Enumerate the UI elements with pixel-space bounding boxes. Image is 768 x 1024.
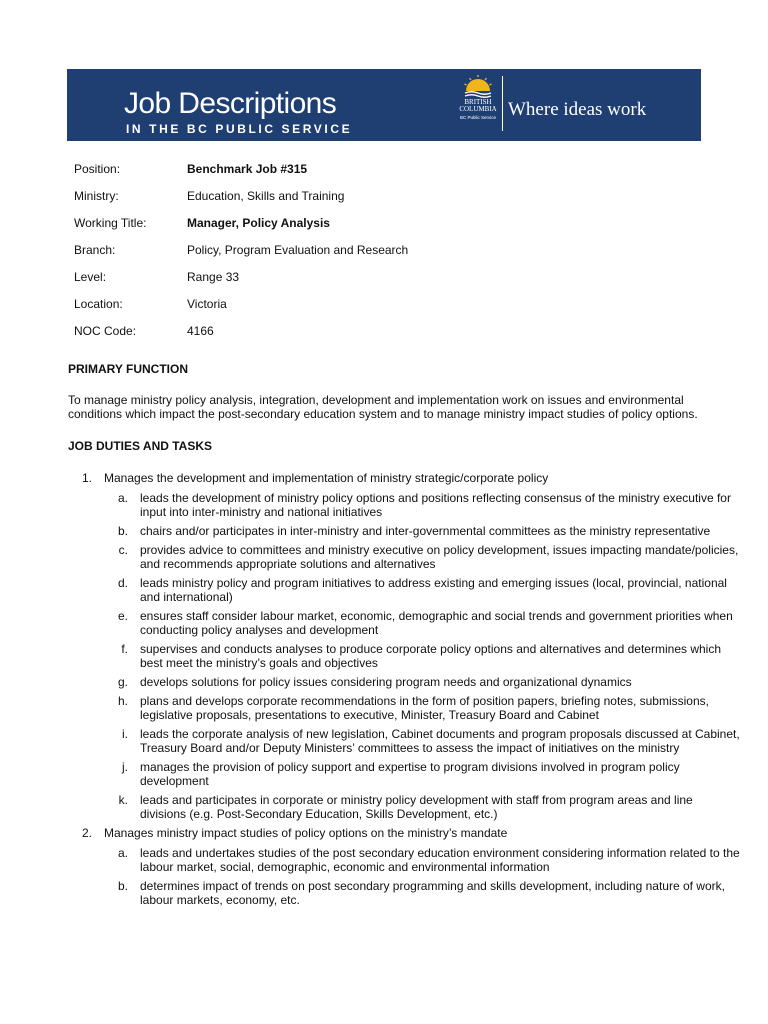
duty-item <box>68 826 740 907</box>
subtask-text: ensures staff consider labour market, economic, demographic and social trends and government priorities when conducting policy analyses and development <box>140 609 733 637</box>
subtask-letter: f. <box>121 642 128 656</box>
subtask-letter: d. <box>117 576 128 590</box>
subtask-text: plans and develops corporate recommendations in the form of position papers, briefing notes, submissions, legislative proposals, presentations to executive, Minister, Treasury Board and Cabinet <box>140 694 709 722</box>
subtask-item <box>104 524 711 538</box>
duty-text: Manages the development and implementation of ministry strategic/corporate policy <box>104 471 549 485</box>
info-value: Education, Skills and Training <box>187 189 345 203</box>
subtask-letter: i. <box>122 727 128 741</box>
subtask-letter: c. <box>118 543 128 557</box>
logo-line-british: BRITISH <box>464 98 492 106</box>
info-value: Policy, Program Evaluation and Research <box>187 243 409 257</box>
info-row-working-title <box>74 216 674 243</box>
subtask-letter: g. <box>117 675 128 689</box>
subtask-text: supervises and conducts analyses to produce corporate policy options and alternatives and determines which best meet the ministry’s goals and objectives <box>140 642 722 670</box>
subtask-text: leads the development of ministry policy options and positions reflecting consensus of the ministry executive for input into inter-ministry and national initiatives <box>140 491 731 519</box>
subtask-text: leads and undertakes studies of the post secondary education environment considering information related to the labour market, social, demographic, economic and environmental information <box>140 846 740 874</box>
info-row-ministry <box>74 189 674 216</box>
info-value: Victoria <box>187 297 227 311</box>
header-banner <box>67 69 701 141</box>
subtask-item <box>104 609 733 637</box>
duty-number: 2. <box>82 826 93 840</box>
info-label: Location: <box>74 297 123 311</box>
info-value: Range 33 <box>187 270 240 284</box>
subtask-letter: b. <box>117 524 128 538</box>
subtask-item <box>104 576 727 604</box>
subtask-item <box>104 694 708 722</box>
primary-function-text: To manage ministry policy analysis, integration, development and implementation work on issues and environmental conditions which impact the post-secondary education system and to manage ministry impact studies of policy options. <box>68 393 698 421</box>
subtask-text: determines impact of trends on post secondary programming and skills development, including nature of work, labour markets, economy, etc. <box>140 879 725 907</box>
bc-logo-text <box>456 99 500 113</box>
info-label: NOC Code: <box>74 324 137 338</box>
subtask-item <box>104 879 725 907</box>
subtask-item <box>104 846 740 874</box>
info-row-branch <box>74 243 674 270</box>
duties-heading: JOB DUTIES AND TASKS <box>68 439 213 453</box>
subtask-letter: e. <box>117 609 128 623</box>
subtask-text: provides advice to committees and ministry executive on policy development, issues impacting mandate/policies, and recommends appropriate solutions and alternatives <box>140 543 739 571</box>
tagline: Where ideas work <box>508 99 647 120</box>
subtask-item <box>104 727 740 755</box>
subtask-item <box>104 760 708 788</box>
subtask-letter: a. <box>117 491 128 505</box>
subtask-item <box>104 675 708 689</box>
subtask-item <box>104 642 722 670</box>
primary-function-heading: PRIMARY FUNCTION <box>68 362 188 376</box>
subtask-text: leads and participates in corporate or ministry policy development with staff from program areas and line divisions (e.g. Post-Secondary Education, Skills Development, etc.) <box>140 793 693 821</box>
job-info-list <box>74 162 674 351</box>
subtask-letter: k. <box>118 793 128 807</box>
sun-logo-icon <box>463 75 493 99</box>
bc-logo <box>456 75 500 135</box>
subtask-item <box>104 491 731 519</box>
subtask-letter: a. <box>117 846 128 860</box>
duty-number: 1. <box>82 471 93 485</box>
subtask-text: develops solutions for policy issues considering program needs and organizational dynamics <box>140 675 632 689</box>
duty-text: Manages ministry impact studies of policy options on the ministry’s mandate <box>104 826 508 840</box>
info-label: Branch: <box>74 243 116 257</box>
subtask-text: manages the provision of policy support and expertise to program divisions involved in program policy development <box>140 760 680 788</box>
banner-subtitle: IN THE BC PUBLIC SERVICE <box>126 122 353 136</box>
subtask-letter: h. <box>117 694 128 708</box>
info-label: Position: <box>74 162 121 176</box>
subtask-text: chairs and/or participates in inter-ministry and inter-governmental committees as the ministry representative <box>140 524 711 538</box>
info-label: Working Title: <box>74 216 147 230</box>
subtask-item <box>104 543 739 571</box>
duties-list <box>68 471 740 912</box>
info-value: Benchmark Job #315 <box>187 162 308 176</box>
info-label: Ministry: <box>74 189 119 203</box>
subtask-item <box>104 793 708 821</box>
logo-line-columbia: COLUMBIA <box>459 105 497 113</box>
info-label: Level: <box>74 270 107 284</box>
info-value: 4166 <box>187 324 214 338</box>
subtask-list <box>104 491 740 821</box>
subtask-list <box>104 846 740 907</box>
subtask-letter: j. <box>122 760 128 774</box>
logo-service: BC Public Service <box>459 115 496 120</box>
subtask-letter: b. <box>117 879 128 893</box>
banner-title: Job Descriptions <box>124 87 337 120</box>
banner-divider <box>502 76 503 131</box>
info-row-location <box>74 297 674 324</box>
info-value: Manager, Policy Analysis <box>187 216 330 230</box>
duty-item <box>68 471 740 821</box>
subtask-text: leads ministry policy and program initiatives to address existing and emerging issues (local, provincial, national and international) <box>140 576 727 604</box>
subtask-text: leads the corporate analysis of new legislation, Cabinet documents and program proposals discussed at Cabinet, Treasury Board and/or Deputy Ministers’ committees to assess the impact of initiatives on the ministry <box>140 727 740 755</box>
info-row-noc-code <box>74 324 674 351</box>
info-row-level <box>74 270 674 297</box>
info-row-position <box>74 162 674 189</box>
